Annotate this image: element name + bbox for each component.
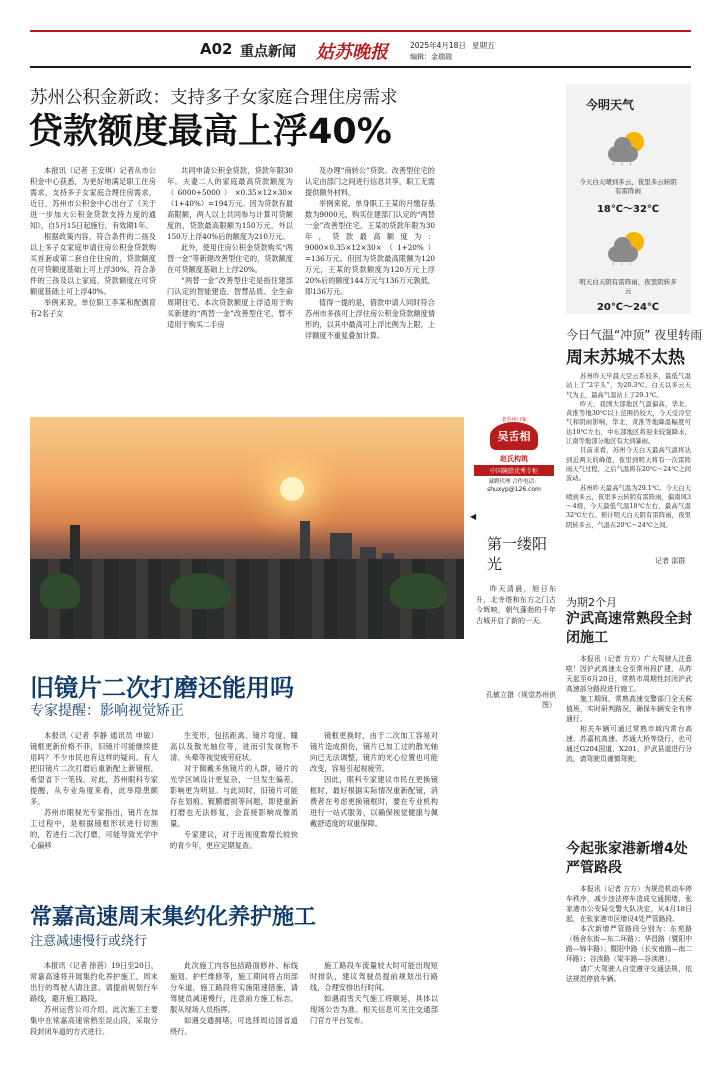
expressway-col3-p2: 如遇雨雪天气施工将顺延，具体以现场公告为准。相关信息可关注交通部门官方平台发布。 [310, 994, 438, 1025]
lead-col2-p1: 共同申请公积金贷款，贷款年限30年。夫妻二人的家庭最高贷款额度为（6000+5000）×0.35×12×30×（1+40%）=194万元。因为贷款有最高限额，两人以上共同参与计算可贷额度的，贷款最高限额为150万元，外以150万上浮40%后的额度为210万元。 [167, 166, 293, 241]
header-bottom-rule [30, 66, 691, 68]
ad-logo: 吴舌相 [497, 430, 531, 443]
expressway-col3-p1: 施工路段车流量较大时可能出现短时排队，建议驾驶员提前规划出行路线，合理安排出行时间。 [310, 961, 438, 992]
weather-today-text: 今天白天晴到多云，夜里多云转阴有雷阵雨 [579, 178, 677, 195]
issue-date: 2025年4月18日 [410, 41, 466, 50]
weather-today-temp: 18℃～32℃ [596, 204, 660, 215]
ad-tag: 赵氏构筑 [500, 455, 528, 463]
lead-col2-p2: 此外，使用住房公积金贷款购买“两替一金”等新建改善型住宅的，贷款额度在可贷额度基础上上浮20%。 [167, 243, 293, 274]
heat-kicker: 今日气温“冲顶” 夜里转雨 [566, 328, 703, 342]
expressway-headline: 常嘉高速周末集约化养护施工 [30, 905, 317, 930]
ad-line1: 诚聘代理 合作电话： [488, 479, 540, 485]
weather-tomorrow-text: 明天白天阴有雷阵雨，夜里阴转多云 [579, 278, 677, 295]
lead-col3-p1: 及办理“商转公”贷款。改善型住宅的认定由部门之间进行信息共享，职工无需提供额外材料。 [305, 166, 435, 197]
ad-line2: shuxyp@126.com [487, 486, 541, 493]
expressway-col2-p2: 如遇交通拥堵，可选择周边国省道绕行。 [170, 1016, 298, 1036]
heat-byline: 记者 邵群 [655, 557, 686, 565]
heat-p2: 昨天，我国大部地区气温偏高，华北、黄淮等地30℃以上范围仍较大，今天受冷空气和阴雨影响，华北、黄淮等地降温幅度可达10℃左右，中东部地区将迎来较强降水，江南等地部分地区有大到暴雨。 [566, 400, 691, 446]
lead-col2-p3: “两替一金”改善型住宅是指住建部门认定的智能建造、智慧品质、全生命周期住宅。本次贷款额度上浮适用于购买新建的“两替一金”改善型住宅，暂不适用于购买二手房 [167, 276, 293, 329]
tree-3 [390, 573, 446, 609]
lens-col2-p1: 生变形，包括距离、镜片弯度、瞳高以及散光轴位等，进而引发视物不清、头晕等视觉疲劳症状。 [170, 731, 298, 762]
lens-col1-p2: 苏州市眼视光专家指出，镜片在加工过程中，是根据镜框形状进行切割的，若进行二次打磨，可能导致光学中心偏移 [30, 808, 158, 850]
weather-tomorrow-icon: ' ' ' [608, 232, 648, 272]
lens-col3-p2: 因此，眼科专家建议市民在更换镜框时，最好根据实际情况重新配镜，消费者在考虑更换镜框时，要在专业机构进行一站式服务，以确保视觉健康与佩戴舒适度的双重保障。 [310, 775, 438, 828]
caption-title: 第一缕阳光 [487, 535, 548, 573]
lens-headline: 旧镜片二次打磨还能用吗 [30, 674, 294, 702]
lead-col1-p2: 根据政策内容，符合条件的二孩及以上多子女家庭申请住房公积金贷款购买首套或第二套自住住房的，贷款额度在可贷额度基础上可上浮30%。符合条件的三孩及以上家庭，贷款额度在可贷额度基础上可上浮40%。 [30, 232, 156, 296]
weather-tomorrow-temp: 20℃～24℃ [596, 302, 660, 313]
lens-col-2 [170, 730, 298, 851]
lead-headline: 贷款额度最高上浮40% [28, 112, 392, 152]
close-p1: 本报讯（记者 方方）广大驾驶人注意啦！因沪武高速太仓至常州段扩建，从昨天起至6月20日，常熟市周期性封闭沪武高速部分路段进行施工。 [566, 655, 692, 693]
lens-col-1 [30, 730, 158, 851]
zjg-headline: 今起张家港新增4处严管路段 [566, 841, 688, 876]
close-kicker: 为期2个月 [566, 596, 617, 609]
lens-col2-p2: 对于佩戴多焦镜片的人群，镜片的光学区域设计更复杂，一旦发生偏差，影响更为明显。与此同时，旧镜片可能存在划痕、镀膜磨损等问题，即使重新打磨也无法修复，会直接影响成像质量。 [170, 764, 298, 828]
expressway-col2-p1: 此次施工内容包括路面修补、标线施划、护栏维修等，施工期间将占用部分车道，施工路段将实施限速措施，请驾驶员减速慢行，注意前方施工标志，服从现场人员指挥。 [170, 961, 298, 1014]
lens-subhead: 专家提醒：影响视觉矫正 [30, 703, 184, 719]
masthead-logo: 姑苏晚报 [316, 42, 388, 63]
zjg-p3: 请广大驾驶人自觉遵守交通法规，依法规范停放车辆。 [566, 965, 692, 983]
heat-p4: 苏州昨天最高气温为29.1℃。今天白天晴到多云，夜里多云转阴有雷阵雨，偏南风3～4级，今天最低气温18℃左右，最高气温32℃左右。预计明天白天阴有雷阵雨，夜里阴转多云，气温在20℃～24℃之间。 [566, 484, 691, 529]
city-sunrise-photo [30, 417, 464, 639]
ad-slogan: 中国腌腊优秀专柜 [474, 465, 554, 476]
lead-col3-p2: 举例来说，单身职工王某的月缴存基数为9000元，购买住建部门认定的“两替一金”改善型住宅。王某的贷款年限为30年，贷款最高额度为：9000×0.35×12×30×（1+20%）=136万元。但因为贷款最高限额为120万元，王某的贷款额度为120万元上浮20%后的额度144万元与136万元孰低，即136万元。 [305, 199, 435, 296]
weather-today-icon: ' ' ' [608, 132, 648, 172]
close-p3: 相关车辆可通过常熟市域内常台高速、苏嘉杭高速、苏通大桥等绕行，也可通过G204国道、X201、沪武县道进行分流，请驾驶员谨慎驾驶。 [566, 725, 692, 763]
page-header [0, 0, 723, 68]
zjg-p1: 本报讯（记者 方方）为规范机动车停车秩序，减少违法停车造成交通拥堵，张家港市公安局交警大队决定，从4月18日起，在张家港市区增设4处严管路段。 [566, 885, 692, 923]
section-name: 重点新闻 [240, 44, 296, 60]
ad-block [470, 417, 558, 498]
lens-col2-p3: 专家建议，对于近视度数增长较快的青少年，更应定期复查。 [170, 830, 298, 850]
caption-body [476, 584, 556, 626]
expressway-col1-p1: 本报讯（记者 徐蓓）19日至20日，常嘉高速将开展集约化养护施工，周末出行的驾驶人请注意。请提前规划行车路线，避开施工路段。 [30, 961, 159, 1003]
caption-arrow-icon: ◀ [470, 512, 477, 521]
lens-col3-p1: 镜框更换时，由于二次加工容易对镜片造成损伤，镜片已加工过的散光轴向已无法调整，镜片的光心位置也可能改变，容易引起视疲劳。 [310, 731, 438, 773]
lead-col3-p3: 值得一提的是，借款申请人同时符合苏州市多孩可上浮住房公积金贷款额度情形的，以其中最高可上浮比例为上限，上浮额度不重复叠加计算。 [305, 298, 435, 340]
lead-col1-p1: 本报讯（记者 王安琪）记者从市公积金中心获悉，为更好地满足职工住房需求，支持多子女家庭合理住房需求，近日，苏州市公积金中心出台了《关于进一步加大公积金贷款支持力度的通知》，自5月15日起施行，有效期1年。 [30, 166, 156, 230]
weather-panel [566, 84, 691, 314]
lens-col1-p1: 本报讯（记者 李静 通讯员 申敏）镜框更新价格不菲，旧镜片可能继续使用吗？不少市民也有这样的疑问。有人把旧镜片二次打磨后重新配上新镜框，希望省下一笔钱。对此，苏州眼科专家提醒，从专业角度来看，此举隐患颇多。 [30, 731, 158, 806]
expressway-col-1 [30, 960, 158, 1037]
expressway-col-3 [310, 960, 438, 1026]
close-headline: 沪武高速常熟段全封闭施工 [566, 611, 692, 646]
sun-glow [280, 477, 304, 501]
close-body [566, 654, 692, 764]
zjg-body [566, 884, 692, 984]
heat-p3: 目前来看，苏州今天白天最高气温将达到近两天的峰值，夜里到明天将有一次雷阵雨天气过程，之后气温将在20℃～24℃之间波动。 [566, 447, 691, 483]
header-top-rule [30, 30, 691, 32]
issue-weekday: 星期五 [472, 41, 495, 50]
editor-credit: 编辑：金瑞瑞 [410, 53, 452, 61]
lead-col-1 [30, 165, 156, 319]
lead-col-2 [167, 165, 293, 330]
close-p2: 施工期间，常熟高速交警部门全天候值班，实时研判路况，确保车辆安全有序通行。 [566, 695, 692, 723]
heat-body [566, 372, 691, 530]
page-number: A02 [200, 40, 233, 58]
expressway-col-2 [170, 960, 298, 1037]
expressway-col1-p2: 苏州运营公司介绍，此次施工主要集中在常嘉高速常熟至昆山段，采取分段封闭车道的方式进行。 [30, 1005, 158, 1036]
ad-sub: 老苏州口味 [501, 417, 527, 423]
lead-kicker: 苏州公积金新政：支持多子女家庭合理住房需求 [30, 88, 398, 108]
tree-2 [170, 573, 230, 609]
heat-p1: 苏州昨天早晨天空云系较多，最低气温站上了“2字头”，为20.3℃，白天以多云天气为主，最高气温站上了29.1℃。 [566, 373, 691, 399]
weather-title: 今明天气 [586, 98, 635, 112]
caption-credit: 孔敏立摄（视觉苏州供图） [486, 691, 556, 709]
expressway-subhead: 注意减速慢行或绕行 [30, 934, 148, 949]
zjg-p2: 本次新增严管路段分别为：东苑路（杨舍东街—东二环路）；华昌路（暨阳中路—锦丰路）；暨阳中路（长安南路—南二环路）；谷渎路（梁丰路—谷渎港）。 [566, 925, 692, 963]
lead-col-3 [305, 165, 435, 341]
lens-col-3 [310, 730, 438, 829]
heat-headline: 周末苏城不太热 [566, 348, 685, 368]
lead-col1-p3: 举例来说，单位职工李某和配偶育有2名子女 [30, 298, 156, 318]
caption-text: 昨天清晨，旭日东升，北寺塔和东方之门古今辉映，朝气蓬勃的千年古城开启了新的一天。 [476, 585, 556, 625]
tree-1 [40, 573, 80, 609]
